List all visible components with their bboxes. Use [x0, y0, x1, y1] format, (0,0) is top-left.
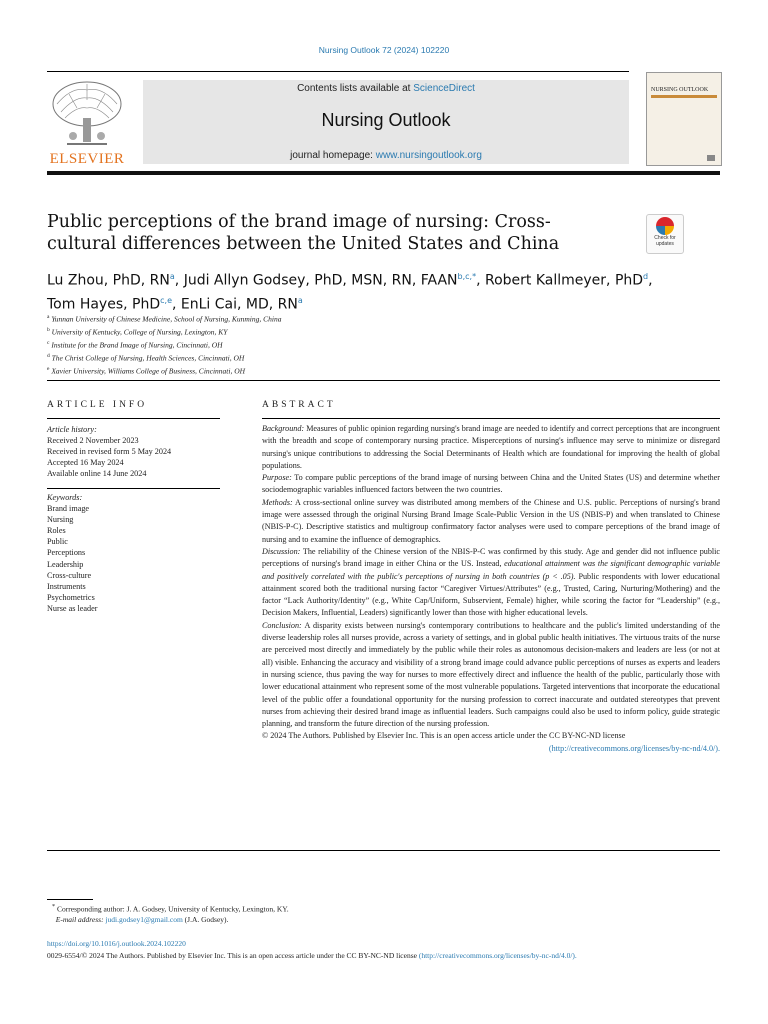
history-item: Available online 14 June 2024	[47, 469, 147, 478]
affiliation-mark: b	[47, 327, 50, 333]
affiliation-item	[47, 338, 647, 351]
history-item: Received 2 November 2023	[47, 436, 139, 445]
check-updates-line1: Check for	[654, 235, 676, 241]
license-link[interactable]: (http://creativecommons.org/licenses/by-nc-nd/4.0/).	[548, 743, 720, 753]
abstract-body	[262, 423, 720, 755]
homepage-prefix: journal homepage:	[290, 150, 376, 161]
keyword: Public	[47, 537, 68, 547]
keyword: Brand image	[47, 504, 90, 514]
keyword: Nursing	[47, 515, 74, 525]
abstract-license-line	[262, 743, 720, 755]
affiliation-item	[47, 364, 647, 377]
abstract-copyright: © 2024 The Authors. Published by Elsevier Inc. This is an open access article under the CC BY-NC-ND license	[262, 731, 626, 741]
keywords-list	[47, 492, 222, 614]
keywords-heading: Keywords:	[47, 493, 83, 502]
abstract-heading: ABSTRACT	[262, 400, 336, 410]
footer-license	[47, 951, 727, 960]
keyword: Perceptions	[47, 548, 86, 558]
doi-link[interactable]: https://doi.org/10.1016/j.outlook.2024.102220	[47, 939, 186, 948]
corresponding-author-footnote	[52, 902, 652, 926]
crossmark-icon	[656, 217, 674, 235]
contents-line	[143, 83, 629, 94]
author-separator: ,	[174, 272, 184, 289]
cover-logo-icon	[707, 155, 715, 161]
email-label: E-mail address:	[55, 915, 104, 924]
abstract-conclusion	[262, 620, 720, 731]
author-list	[47, 267, 687, 314]
keywords-rule	[47, 488, 220, 489]
history-heading: Article history:	[47, 425, 97, 434]
affiliation-text: The Christ College of Nursing, Health Sciences, Cincinnati, OH	[51, 353, 245, 363]
keyword: Psychometrics	[47, 592, 95, 602]
author-separator: ,	[476, 272, 485, 289]
footer-license-text: 0029-6554/© 2024 The Authors. Published by Elsevier Inc. This is an open access article under the CC BY-NC-ND license	[47, 951, 417, 960]
affiliation-item	[47, 325, 647, 338]
keyword: Cross-culture	[47, 570, 92, 580]
affiliation-mark: c	[47, 340, 50, 346]
author-name[interactable]: Robert Kallmeyer, PhD	[484, 272, 644, 289]
keyword: Leadership	[47, 559, 84, 569]
abstract-rule	[262, 418, 720, 419]
journal-citation-link[interactable]: Nursing Outlook 72 (2024) 102220	[318, 45, 450, 55]
discussion-emphasis: educational attainment was the significant demographic variable and positively correlated with the public's perceptions of nursing in both countries (p < .05).	[262, 559, 720, 581]
affiliation-mark: d	[47, 353, 50, 359]
author-name[interactable]: Judi Allyn Godsey, PhD, MSN, RN, FAAN	[183, 272, 458, 289]
journal-homepage-link[interactable]: www.nursingoutlook.org	[375, 150, 482, 161]
author-separator: ,	[648, 272, 653, 289]
abstract-background	[262, 423, 720, 472]
author-affiliation-mark[interactable]: c,e	[160, 295, 172, 305]
keyword: Roles	[47, 526, 66, 536]
author-separator: ,	[172, 296, 181, 313]
section-divider	[47, 850, 720, 851]
contents-prefix: Contents lists available at	[297, 83, 414, 94]
check-updates-line2: updates	[656, 241, 674, 247]
discussion-label: Discussion:	[262, 546, 301, 556]
corresponding-line	[52, 902, 652, 915]
purpose-label: Purpose:	[262, 473, 292, 483]
footnote-mark: *	[52, 903, 56, 910]
sciencedirect-link[interactable]: ScienceDirect	[413, 83, 475, 94]
affiliation-text: Xavier University, Williams College of Business, Cincinnati, OH	[51, 366, 246, 376]
elsevier-logo[interactable]	[47, 78, 127, 168]
keyword: Instruments	[47, 581, 86, 591]
affiliation-mark: e	[47, 366, 50, 372]
discussion-text-cont: Public respondents with lower educational attainment scored both the traditional nursing factor “Caregiver Virtues/Attributes” (e.g., Trusted, Caring, Nurturing/Mothering) and the factor “Lack Authority/Identity” (e.g., White Cap/Uniform, Subservient, Female) higher, while scoring the factor for “Leadership” (e.g., Decision Makers, Influential, Leaders) significantly lower than those with higher educational levels.	[262, 571, 721, 618]
affiliation-item	[47, 312, 647, 325]
affiliation-text: Institute for the Brand Image of Nursing, Cincinnati, OH	[51, 340, 223, 350]
journal-title: Nursing Outlook	[321, 110, 451, 130]
header-bottom-rule	[47, 171, 720, 175]
check-for-updates-button[interactable]	[646, 214, 684, 254]
affiliation-mark: a	[47, 314, 50, 320]
purpose-text: To compare public perceptions of the brand image of nursing between China and the United States (US) and determine whether sociodemographic variables influenced factors between the two countries.	[262, 473, 720, 495]
email-line	[52, 915, 652, 926]
author-affiliation-mark[interactable]: a	[169, 272, 175, 281]
homepage-line	[143, 150, 629, 161]
author-affiliation-mark[interactable]: d	[643, 272, 649, 281]
section-divider	[47, 380, 720, 381]
footnote-rule	[47, 899, 93, 900]
journal-banner	[143, 80, 629, 164]
author-name[interactable]: Lu Zhou, PhD, RN	[47, 272, 170, 289]
email-link[interactable]: judi.godsey1@gmail.com	[105, 915, 183, 924]
conclusion-text: A disparity exists between nursing's contemporary contributions to healthcare and the public's limited understanding of the diverse leadership roles all nurses provide, across a variety of settings, and in global public health initiatives. The virtuous traits of the nurse are perceived most directly and immediately by the public while their roles as autonomous decision-makers and leaders are less (or not at all) visible. Enhancing the accuracy and visibility of a strong brand image could advance public perceptions of nurses as experts and leaders in nursing science, thus paving the way for nurses to more effectively direct and influence the health of the public, particularly those with lower educational attainment who represent some of the most vulnerable populations. Targeted interventions that incorporate the educational level of the public offer a foundational opportunity for the nursing profession to correct inaccurate and outdated stereotypes that prevent nurses from achieving their desired brand image as influential leaders. Such campaigns could also be used to inform policy, guide strategic planning, and transform the future direction of the nursing profession.	[262, 620, 720, 729]
author-affiliation-mark[interactable]: b,c,*	[457, 272, 477, 281]
journal-cover-thumbnail[interactable]	[646, 72, 722, 166]
affiliation-list	[47, 312, 647, 377]
abstract-purpose	[262, 472, 720, 497]
methods-label: Methods:	[262, 497, 293, 507]
history-item: Received in revised form 5 May 2024	[47, 447, 172, 456]
cover-title: NURSING OUTLOOK	[651, 87, 709, 93]
affiliation-item	[47, 351, 647, 364]
author-name[interactable]: EnLi Cai, MD, RN	[180, 296, 298, 313]
elsevier-wordmark: ELSEVIER	[49, 151, 125, 167]
article-title: Public perceptions of the brand image of nursing: Cross-cultural differences between the United States and China	[47, 212, 560, 254]
history-item: Accepted 16 May 2024	[47, 458, 124, 467]
tree-icon	[47, 78, 127, 150]
methods-text: A cross-sectional online survey was distributed among members of the Chinese and U.S. public. Perceptions of nursing's brand image were assessed through the original Nursing Brand Image Scale-Public Version in the US (NBIS-P) and when translated to Chinese (NBIS-P-C). Descriptive statistics and multigroup confirmatory factor analyses were used to compare perceptions of the brand image of nursing and to examine the influence of demographics.	[262, 497, 720, 544]
keyword: Nurse as leader	[47, 603, 98, 613]
email-suffix: (J.A. Godsey).	[184, 915, 229, 924]
article-info-heading: ARTICLE INFO	[47, 400, 148, 410]
affiliation-text: University of Kentucky, College of Nursing, Lexington, KY	[51, 327, 228, 337]
header-top-rule	[47, 71, 629, 72]
abstract-discussion	[262, 546, 720, 620]
abstract-methods	[262, 497, 720, 546]
footer-license-link[interactable]: (http://creativecommons.org/licenses/by-nc-nd/4.0/).	[418, 951, 577, 960]
author-affiliation-mark[interactable]: a	[297, 295, 303, 305]
author-name[interactable]: Tom Hayes, PhD	[47, 296, 161, 313]
article-info-rule	[47, 418, 220, 419]
corresponding-text: Corresponding author: J. A. Godsey, University of Kentucky, Lexington, KY.	[57, 904, 289, 914]
discussion-text: The reliability of the Chinese version of the NBIS-P-C was confirmed by this study. Age and gender did not influence public perceptions of nursing's brand image in either China or the US. Instead,	[262, 546, 720, 569]
affiliation-text: Yunnan University of Chinese Medicine, School of Nursing, Kunming, China	[51, 314, 282, 324]
background-label: Background:	[262, 424, 305, 433]
conclusion-label: Conclusion:	[262, 620, 302, 630]
cover-accent-bar	[651, 95, 717, 98]
background-text: Measures of public opinion regarding nursing's brand image are needed to identify and correct perceptions that are incongruent with the breadth and scope of contemporary nursing practice. Misperceptions of nursing's influence may serve to minimize or disregard nursing's unique contributions to addressing the Social Determinants of Health which are foundational for improving the health of global populations.	[262, 424, 721, 470]
article-history	[47, 424, 222, 479]
